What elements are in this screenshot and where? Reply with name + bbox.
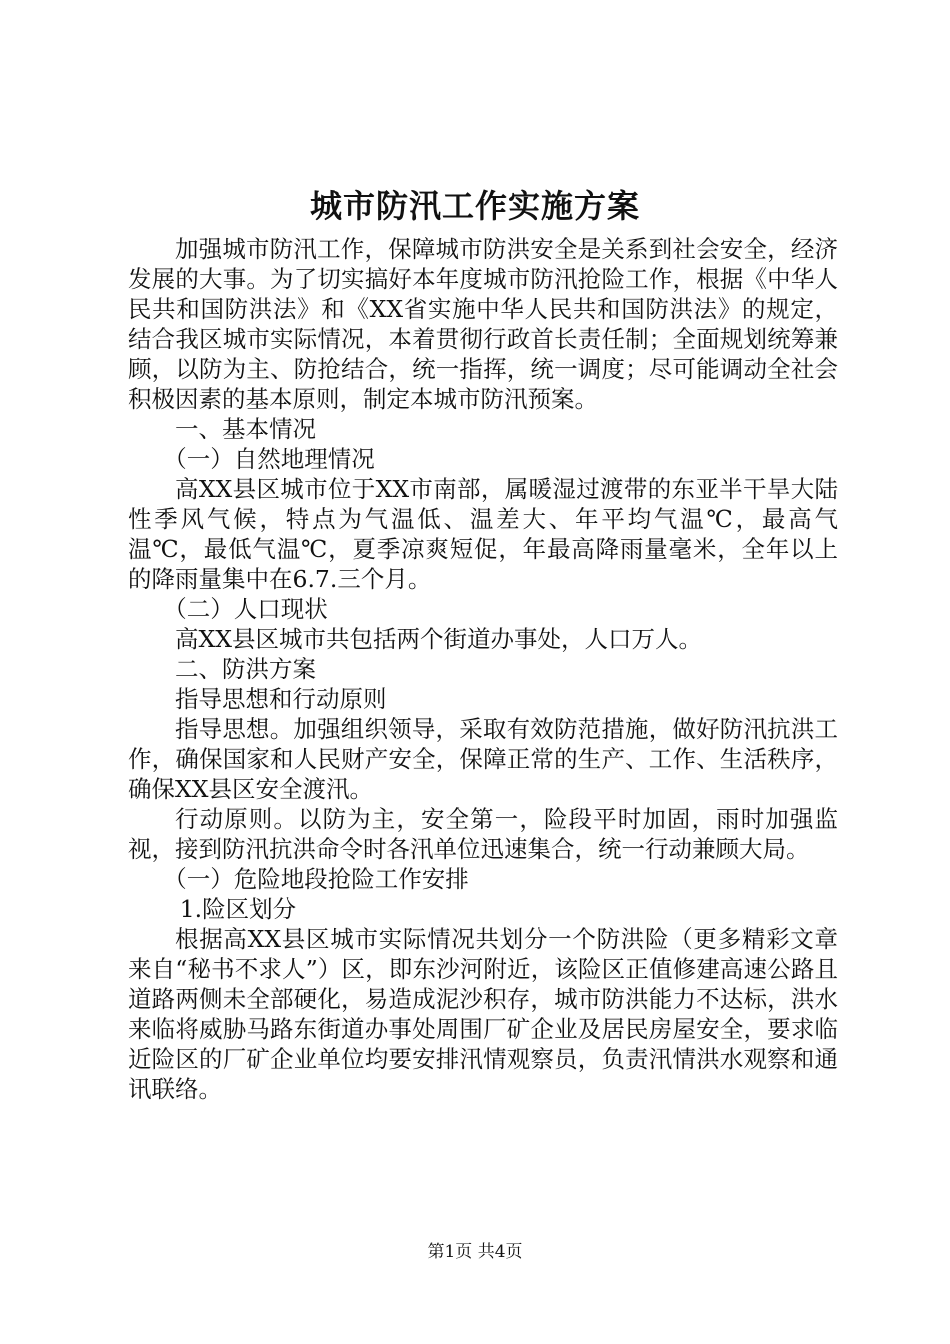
document-body [128, 234, 838, 1104]
section-heading-flood-plan: 二、防洪方案 [175, 655, 316, 683]
page-number-footer: 第1页 共4页 [427, 1242, 523, 1262]
paragraph-zone-division: 根据高XX县区城市实际情况共划分一个防洪险（更多精彩文章来自“秘书不求人”）区，即东沙河附近，该险区正值修建高速公路且道路两侧未全部硬化，易造成泥沙积存，城市防洪能力不达标，洪水来临将威胁马路东街道办事处周围厂矿企业及居民房屋安全，要求临近险区的厂矿企业单位均要安排汛情观察员，负责汛情洪水观察和通讯联络。 [128, 925, 838, 1103]
paragraph-population: 高XX县区城市共包括两个街道办事处，人口万人。 [175, 625, 702, 653]
subsection-heading-danger-zones: （一）危险地段抢险工作安排 [163, 865, 469, 893]
subsection-heading-geography: （一）自然地理情况 [163, 445, 375, 473]
paragraph-intro: 加强城市防汛工作，保障城市防洪安全是关系到社会安全，经济发展的大事。为了切实搞好本年度城市防汛抢险工作，根据《中华人民共和国防洪法》和《XX省实施中华人民共和国防洪法》的规定，结合我区城市实际情况，本着贯彻行政首长责任制；全面规划统筹兼顾，以防为主、防抢结合，统一指挥，统一调度；尽可能调动全社会积极因素的基本原则，制定本城市防汛预案。 [128, 235, 838, 413]
subsection-heading-guiding-principles: 指导思想和行动原则 [175, 685, 387, 713]
document-title: 城市防汛工作实施方案 [309, 187, 640, 225]
item-heading-zone-division: 1.险区划分 [179, 895, 297, 923]
paragraph-geography: 高XX县区城市位于XX市南部，属暖湿过渡带的东亚半干旱大陆性季风气候，特点为气温低、温差大、年平均气温℃，最高气温℃，最低气温℃，夏季凉爽短促，年最高降雨量毫米，全年以上的降雨量集中在6.7.三个月。 [128, 475, 838, 593]
paragraph-action-principle: 行动原则。以防为主，安全第一，险段平时加固，雨时加强监视，接到防汛抗洪命令时各汛单位迅速集合，统一行动兼顾大局。 [128, 805, 838, 863]
subsection-heading-population: （二）人口现状 [163, 595, 328, 623]
paragraph-guiding-thought: 指导思想。加强组织领导，采取有效防范措施，做好防汛抗洪工作，确保国家和人民财产安全，保障正常的生产、工作、生活秩序，确保XX县区安全渡汛。 [128, 715, 838, 803]
section-heading-basic-info: 一、基本情况 [175, 415, 316, 443]
